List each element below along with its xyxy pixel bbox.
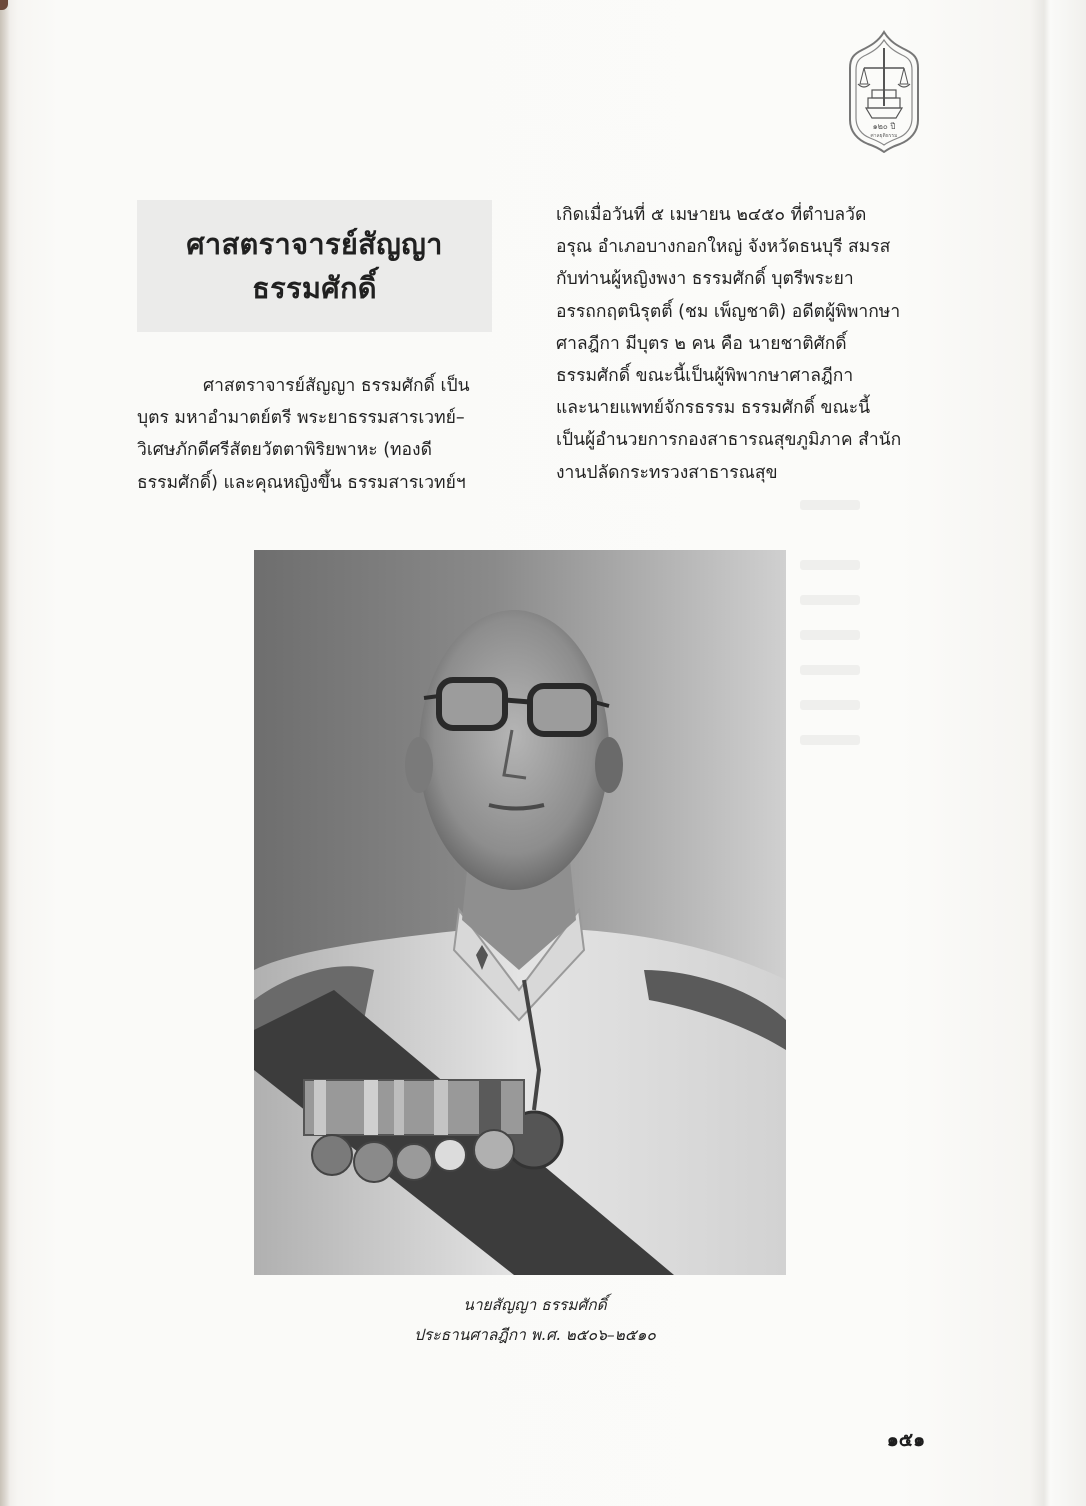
spine-shadow bbox=[0, 0, 10, 1506]
body-line: ศาลฎีกา มีบุตร ๒ คน คือ นายชาติศักดิ์ bbox=[556, 333, 847, 354]
body-line: อรรถกฤตนิรุตติ์ (ชม เพ็ญชาติ) อดีตผู้พิพากษา bbox=[556, 301, 901, 322]
body-line: วิเศษภักดีศรีสัตยวัตตาพิริยพาหะ (ทองดี bbox=[137, 440, 432, 461]
body-left-column bbox=[137, 370, 497, 499]
article-title-box bbox=[137, 200, 492, 332]
body-line: กับท่านผู้หญิงพงา ธรรมศักดิ์ บุตรีพระยา bbox=[556, 269, 854, 290]
scales-of-justice-emblem-icon bbox=[832, 28, 936, 153]
bleed-through bbox=[800, 560, 860, 570]
body-line: งานปลัดกระทรวงสาธารณสุข bbox=[556, 462, 778, 483]
title-line-2: ธรรมศักดิ์ bbox=[252, 271, 377, 305]
body-line: เป็นผู้อำนวยการกองสาธารณสุขภูมิภาค สำนัก bbox=[556, 430, 902, 451]
body-line: เกิดเมื่อวันที่ ๕ เมษายน ๒๔๕๐ ที่ตำบลวัด bbox=[556, 205, 867, 225]
bleed-through bbox=[800, 700, 860, 710]
svg-text:๑๒๐ ปี: ๑๒๐ ปี bbox=[872, 122, 896, 131]
photo-caption bbox=[380, 1290, 690, 1350]
body-line: ธรรมศักดิ์) และคุณหญิงขึ้น ธรรมสารเวทย์ฯ bbox=[137, 472, 466, 493]
body-right-column bbox=[556, 199, 920, 489]
bleed-through bbox=[800, 630, 860, 640]
body-line: และนายแพทย์จักรธรรม ธรรมศักดิ์ ขณะนี้ bbox=[556, 398, 871, 419]
title-line-1: ศาสตราจารย์สัญญา bbox=[186, 227, 443, 261]
svg-text:ศาลยุติธรรม: ศาลยุติธรรม bbox=[870, 133, 898, 139]
page-number: ๑๕๑ bbox=[886, 1429, 926, 1451]
body-line: ศาสตราจารย์สัญญา ธรรมศักดิ์ เป็น bbox=[203, 376, 470, 396]
bleed-through bbox=[800, 595, 860, 605]
caption-line-title: ประธานศาลฎีกา พ.ศ. ๒๕๐๖–๒๕๑๐ bbox=[414, 1326, 656, 1344]
portrait-photo bbox=[254, 550, 786, 1275]
body-line: บุตร มหาอำมาตย์ตรี พระยาธรรมสารเวทย์– bbox=[137, 408, 465, 429]
caption-line-name: นายสัญญา ธรรมศักดิ์ bbox=[463, 1296, 607, 1314]
body-line: อรุณ อำเภอบางกอกใหญ่ จังหวัดธนบุรี สมรส bbox=[556, 237, 891, 258]
bleed-through bbox=[800, 665, 860, 675]
body-line: ธรรมศักดิ์ ขณะนี้เป็นผู้พิพากษาศาลฎีกา bbox=[556, 366, 854, 387]
bleed-through bbox=[800, 735, 860, 745]
bleed-through bbox=[800, 500, 860, 510]
